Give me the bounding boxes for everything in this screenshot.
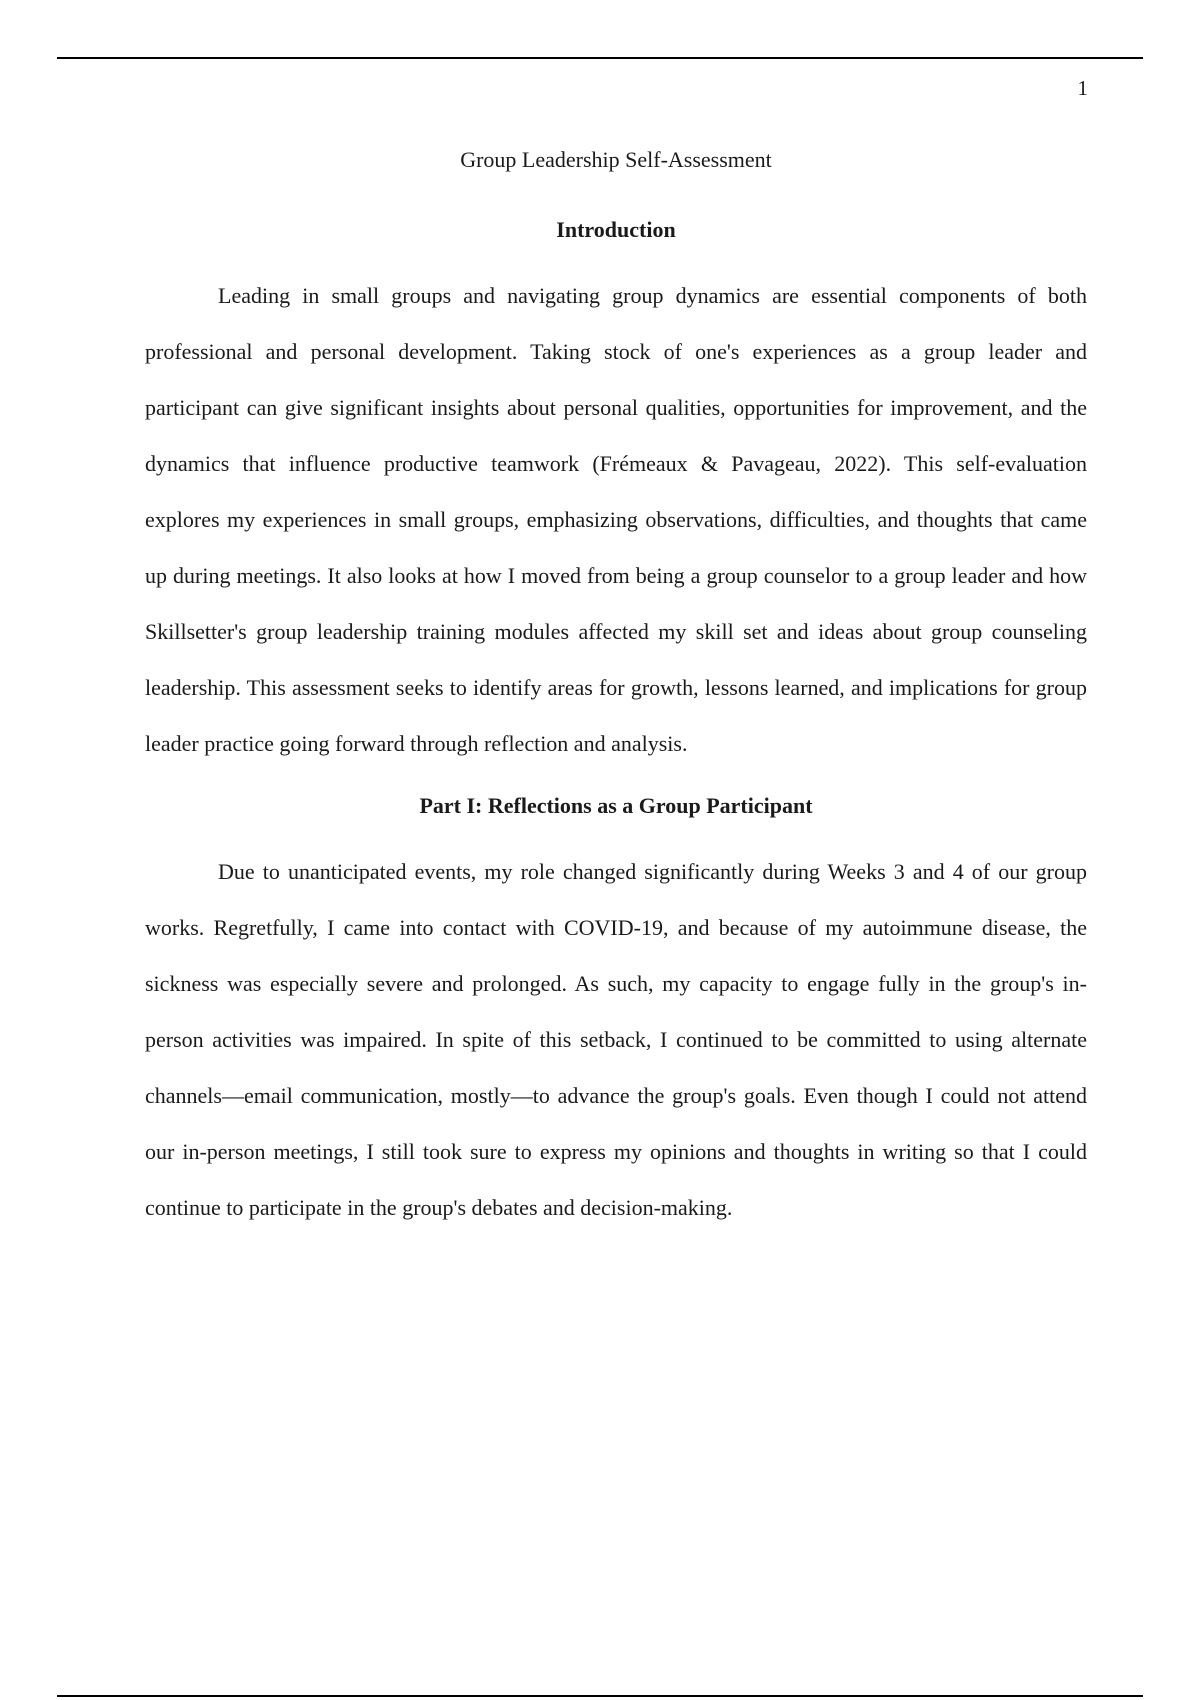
document-body <box>145 142 1087 1252</box>
section-part-one <box>145 788 1087 1236</box>
section-heading: Introduction <box>556 217 676 242</box>
page-number: 1 <box>1077 76 1088 100</box>
section-introduction <box>145 212 1087 772</box>
section-paragraph: Due to unanticipated events, my role changed significantly during Weeks 3 and 4 of our group works. Regretfully, I came into contact with COVID-19, and because of my autoimmune disease, the sickness was especially severe and prolonged. As such, my capacity to engage fully in the group's in-person activities was impaired. In spite of this setback, I continued to be committed to using alternate channels—email communication, mostly—to advance the group's goals. Even though I could not attend our in-person meetings, I still took sure to express my opinions and thoughts in writing so that I could continue to participate in the group's debates and decision-making. <box>145 859 1087 1220</box>
footer-rule <box>57 1695 1143 1697</box>
section-paragraph: Leading in small groups and navigating group dynamics are essential components of both professional and personal development. Taking stock of one's experiences as a group leader and participant can give significant insights about personal qualities, opportunities for improvement, and the dynamics that influence productive teamwork (Frémeaux & Pavageau, 2022). This self-evaluation explores my experiences in small groups, emphasizing observations, difficulties, and thoughts that came up during meetings. It also looks at how I moved from being a group counselor to a group leader and how Skillsetter's group leadership training modules affected my skill set and ideas about group counseling leadership. This assessment seeks to identify areas for growth, lessons learned, and implications for group leader practice going forward through reflection and analysis. <box>145 283 1087 756</box>
document-title: Group Leadership Self-Assessment <box>460 147 772 172</box>
section-heading: Part I: Reflections as a Group Participant <box>419 793 813 818</box>
header-rule <box>57 57 1143 59</box>
